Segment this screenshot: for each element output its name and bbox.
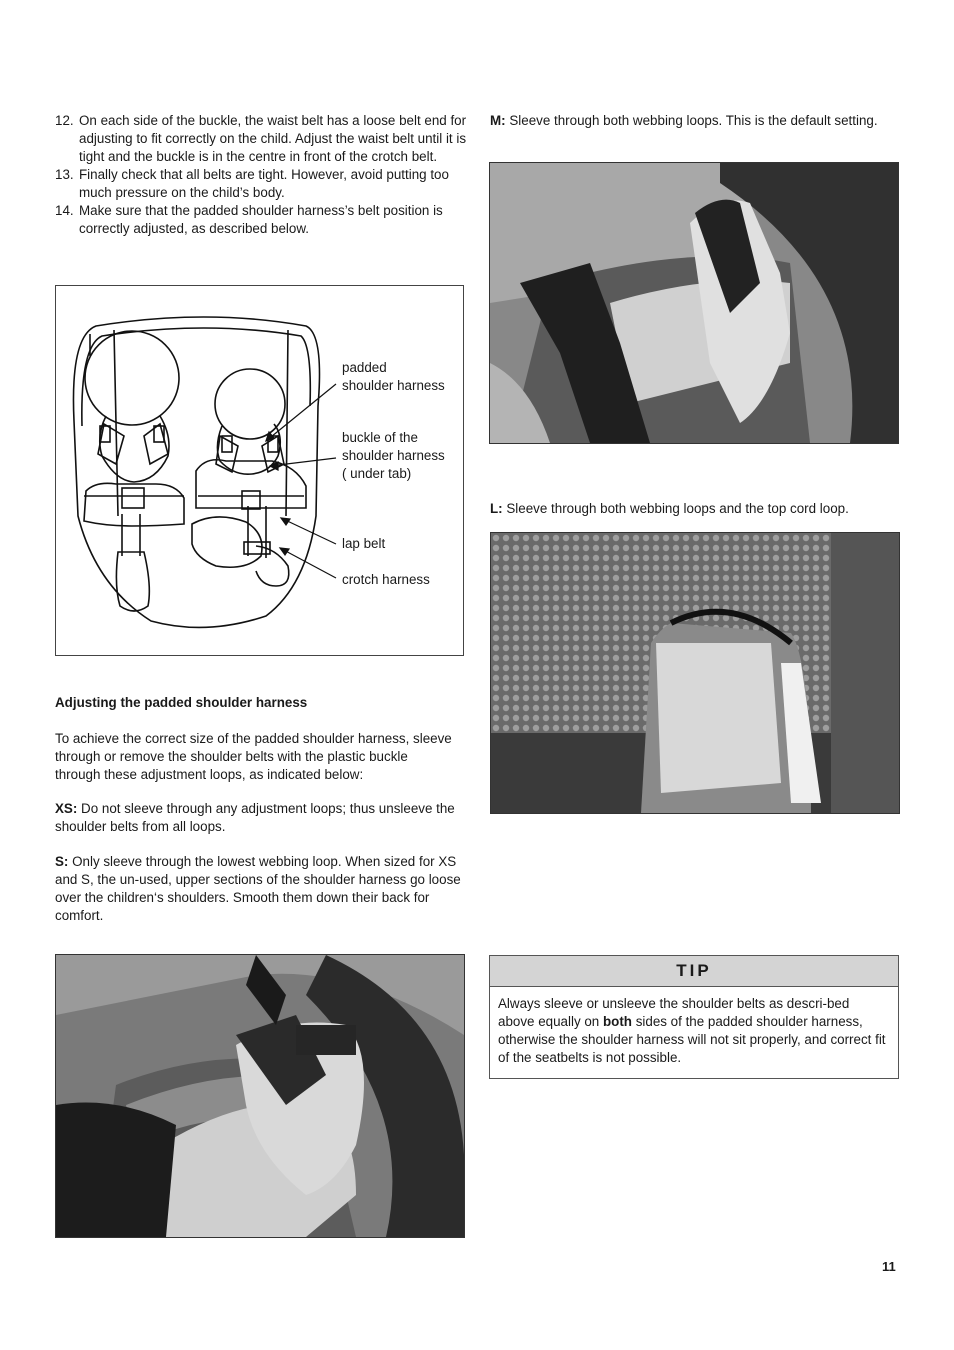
label-buckle-line2: shoulder harness — [342, 448, 445, 463]
steps-list — [55, 112, 467, 238]
label-padded-line1: padded — [342, 360, 387, 375]
step-item — [55, 166, 467, 202]
photo-size-m — [489, 162, 899, 444]
step-item — [55, 112, 467, 166]
photo-size-l — [490, 532, 900, 814]
step-text: On each side of the buckle, the waist belt has a loose belt end for adjusting to fit correctly on the child. Adjust the waist belt until it is tight and the buckle is in the centre in front of the crotch belt. — [79, 113, 467, 164]
label-buckle — [342, 429, 445, 483]
size-xs-text: Do not sleeve through any adjustment loops; thus unsleeve the shoulder belts from all loops. — [55, 801, 455, 834]
size-xs-paragraph — [55, 800, 467, 836]
size-s-text: Only sleeve through the lowest webbing loop. When sized for XS and S, the un-used, upper sections of the shoulder harness go loose over the children‘s shoulders. Smooth them down their back for comfort. — [55, 854, 461, 923]
label-buckle-line3: ( under tab) — [342, 466, 412, 481]
step-number: 12. — [55, 113, 74, 128]
tip-text-before: Always sleeve or unsleeve the shoulder belts as descri-bed above equally on — [498, 996, 850, 1029]
page-number: 11 — [882, 1259, 896, 1274]
label-buckle-line1: buckle of the — [342, 430, 418, 445]
tip-text-bold: both — [602, 1014, 632, 1029]
photo-size-s — [55, 954, 465, 1238]
label-lap-belt: lap belt — [342, 536, 386, 551]
harness-diagram — [55, 285, 464, 656]
section-heading: Adjusting the padded shoulder harness — [55, 695, 308, 710]
step-number: 13. — [55, 167, 74, 182]
size-m-text: Sleeve through both webbing loops. This is the default setting. — [505, 113, 878, 128]
step-number: 14. — [55, 203, 74, 218]
size-m-key: M: — [490, 113, 506, 128]
step-text: Finally check that all belts are tight. However, avoid putting too much pressure on the child’s body. — [79, 167, 449, 200]
tip-box — [489, 955, 899, 1079]
size-s-key: S: — [55, 854, 69, 869]
size-l-paragraph — [490, 500, 890, 518]
size-s-paragraph — [55, 853, 467, 925]
size-xs-key: XS: — [55, 801, 78, 816]
steps-ordered-list — [55, 112, 467, 238]
label-padded-line2: shoulder harness — [342, 378, 445, 393]
tip-body — [490, 987, 898, 1080]
tip-title: TIP — [490, 956, 898, 987]
size-l-key: L: — [490, 501, 503, 516]
label-crotch-harness: crotch harness — [342, 572, 430, 587]
intro-paragraph: To achieve the correct size of the padded shoulder harness, sleeve through or remove the shoulder belts with the plastic buckle through these adjustment loops, as indicated below: — [55, 731, 452, 782]
size-m-paragraph — [490, 112, 890, 130]
tip-text-after: sides of the padded shoulder harness, otherwise the shoulder harness will not sit properly, and correct fit of the seatbelts is not possible. — [498, 1014, 886, 1065]
label-padded-harness — [342, 359, 445, 395]
size-l-text: Sleeve through both webbing loops and the top cord loop. — [502, 501, 849, 516]
step-text: Make sure that the padded shoulder harness’s belt position is correctly adjusted, as described below. — [79, 203, 443, 236]
step-item — [55, 202, 467, 238]
